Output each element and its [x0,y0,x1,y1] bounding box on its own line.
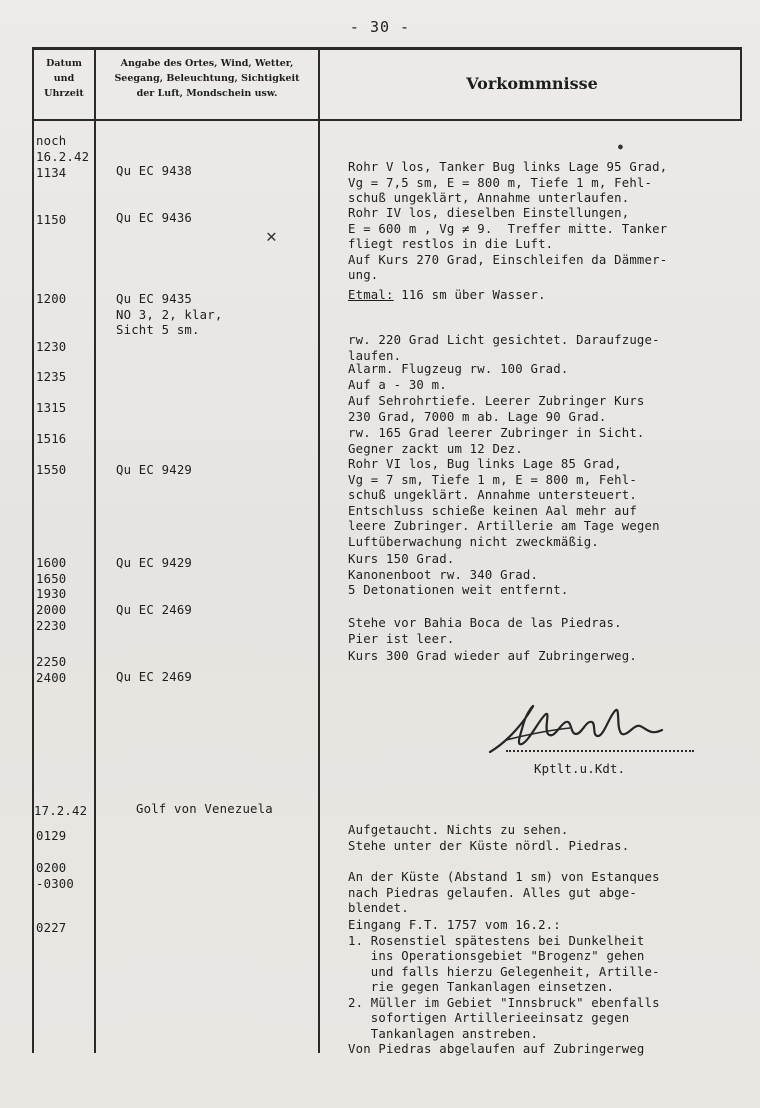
entry-location: Qu EC 2469 [116,603,193,617]
entry-location: Qu EC 9438 [116,164,193,178]
header-location-line2: Seegang, Beleuchtung, Sichtigkeit [114,73,300,84]
entry-event: Rohr IV los, dieselben Einstellungen, E = 600 m , Vg ≠ 9. Treffer mitte. Tanker fliegt restlos in die Luft. Auf Kurs 270 Grad, Einschleifen da Dämmer- ung. [348,206,668,282]
entry-event: Eingang F.T. 1757 vom 16.2.: 1. Rosenstiel spätestens bei Dunkelheit ins Operationsgebiet "Brogenz" gehen und falls hierzu Gelegenheit, Artille- rie gegen Tankanlagen einsetzen. 2. Müller im Gebiet "Innsbruck" ebenfalls sofortigen Artillerieeinsatz gegen Tankanlagen anstreben. Von Piedras abgelaufen auf Zubringerweg [348,918,660,1056]
header-date-line2: und [53,73,75,84]
etmal-value: 116 sm über Wasser. [393,288,546,302]
entry-event: Stehe vor Bahia Boca de las Piedras. Pier ist leer. [348,616,622,646]
entry-time: 2250 2400 [36,655,67,685]
entry-time: 1150 [36,213,67,227]
entry-event [348,288,546,304]
header-date-line1: Datum [46,58,82,69]
header-events: Vorkommnisse [466,74,598,93]
entry-time: 1315 [36,401,67,415]
entry-event: rw. 220 Grad Licht gesichtet. Daraufzuge- laufen. [348,333,660,363]
entry-time: 2000 2230 [36,603,67,633]
table-top-rule [32,47,742,50]
entry-event: Rohr VI los, Bug links Lage 85 Grad, Vg = 7 sm, Tiefe 1 m, E = 800 m, Fehl- schuß ungeklärt. Annahme untersteuert. Entschluss schieße keinen Aal mehr auf leere Zubringer. Artillerie am Tage wegen Luftüberwachung nicht zweckmäßig. [348,457,660,549]
column-divider-1 [94,49,96,1053]
column-divider-2 [318,49,320,1053]
entry-date: 17.2.42 [34,804,88,818]
signature-line [506,750,694,752]
entry-continued-date: noch 16.2.42 [36,134,90,164]
entry-time: 1235 [36,370,67,384]
table-left-border [32,49,34,1053]
entry-time: 1230 [36,340,67,354]
signature-title: Kptlt.u.Kdt. [534,762,626,776]
entry-event: Rohr V los, Tanker Bug links Lage 95 Grad, Vg = 7,5 sm, E = 800 m, Tiefe 1 m, Fehl- schuß ungeklärt, Annahme unterlaufen. [348,160,668,205]
entry-location: Qu EC 9429 [116,463,193,477]
header-bottom-rule [32,119,742,121]
entry-time: 1200 [36,292,67,306]
page-number: - 30 - [349,18,411,36]
entry-event: Aufgetaucht. Nichts zu sehen. Stehe unter der Küste nördl. Piedras. [348,823,630,853]
etmal-label: Etmal: [348,288,394,302]
header-date-time [34,56,94,101]
header-location-line1: Angabe des Ortes, Wind, Wetter, [120,58,294,69]
ink-dot: ● [618,142,623,151]
entry-event: rw. 165 Grad leerer Zubringer in Sicht. Gegner zackt um 12 Dez. [348,426,645,456]
header-date-line3: Uhrzeit [44,88,84,99]
entry-event: Kurs 150 Grad. Kanonenboot rw. 340 Grad. 5 Detonationen weit entfernt. [348,552,569,597]
pencil-cross-mark: ✕ [266,226,277,247]
entry-time: 1516 [36,432,67,446]
entry-time: 1134 [36,166,67,180]
entry-event: Kurs 300 Grad wieder auf Zubringerweg. [348,649,637,663]
entry-event: An der Küste (Abstand 1 sm) von Estanques nach Piedras gelaufen. Alles gut abge- blendet. [348,870,660,915]
entry-time: 1600 1650 1930 [36,556,67,601]
entry-location: Qu EC 9429 [116,556,193,570]
entry-time: 0129 [36,829,67,843]
entry-location: Golf von Venezuela [136,802,273,816]
entry-time: 0227 [36,921,67,935]
header-location-weather [96,56,318,101]
entry-time: 0200 -0300 [36,861,75,891]
entry-location: Qu EC 9435 NO 3, 2, klar, Sicht 5 sm. [116,292,223,337]
entry-time: 1550 [36,463,67,477]
entry-event: Alarm. Flugzeug rw. 100 Grad. Auf a - 30 m. [348,362,569,392]
header-location-line3: der Luft, Mondschein usw. [136,88,278,99]
entry-event: Auf Sehrohrtiefe. Leerer Zubringer Kurs 230 Grad, 7000 m ab. Lage 90 Grad. [348,394,645,424]
entry-location: Qu EC 9436 [116,211,193,225]
entry-location: Qu EC 2469 [116,670,193,684]
